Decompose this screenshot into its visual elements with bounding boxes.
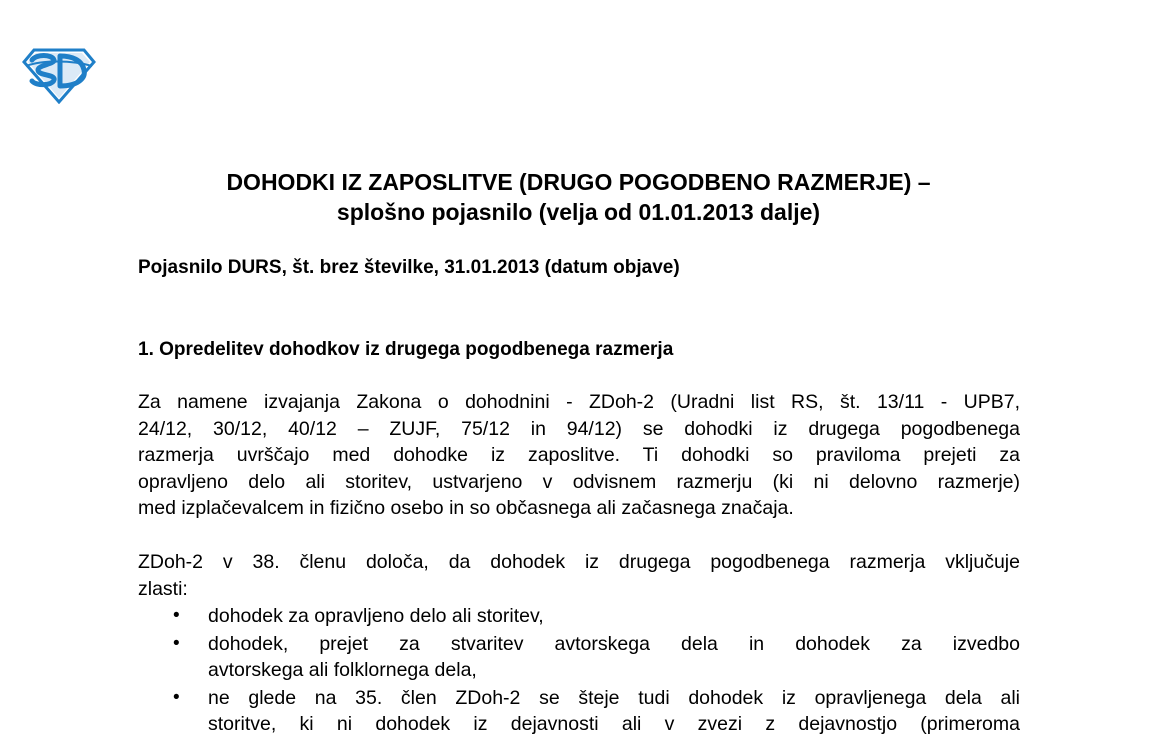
paragraph-2	[138, 549, 1020, 602]
list-item-line: storitve, ki ni dohodek iz dejavnosti ali v zvezi z dejavnostjo (primeroma	[208, 713, 1020, 735]
sd-logo	[22, 48, 96, 104]
document-title-line-1: DOHODKI IZ ZAPOSLITVE (DRUGO POGODBENO RAZMERJE) –	[226, 169, 931, 195]
paragraph-1-line: opravljeno delo ali storitev, ustvarjeno v odvisnem razmerju (ki ni delovno razmerje)	[138, 470, 1020, 493]
bullet-icon: •	[173, 686, 180, 708]
section-heading: 1. Opredelitev dohodkov iz drugega pogodbenega razmerja	[138, 339, 674, 360]
paragraph-1	[138, 389, 1020, 522]
paragraph-1-line: 24/12, 30/12, 40/12 – ZUJF, 75/12 in 94/12) se dohodki iz drugega pogodbenega	[138, 417, 1020, 440]
paragraph-2-line: zlasti:	[138, 577, 188, 600]
list-item-line: dohodek za opravljeno delo ali storitev,	[208, 605, 544, 627]
list-item	[138, 685, 1020, 738]
paragraph-1-line: Za namene izvajanja Zakona o dohodnini - ZDoh-2 (Uradni list RS, št. 13/11 - UPB7,	[138, 391, 1020, 413]
document-title-line-2: splošno pojasnilo (velja od 01.01.2013 dalje)	[336, 199, 821, 225]
paragraph-1-line: razmerja uvrščajo med dohodke iz zaposlitve. Ti dohodki so praviloma prejeti za	[138, 444, 1020, 466]
list-item-line: ne glede na 35. člen ZDoh-2 se šteje tudi dohodek iz opravljenega dela ali	[208, 686, 1020, 709]
list-item-line: avtorskega ali folklornega dela,	[208, 659, 477, 681]
paragraph-1-line: med izplačevalcem in fizično osebo in so občasnega ali začasnega značaja.	[138, 497, 794, 519]
list-item	[138, 631, 1020, 684]
paragraph-2-line: ZDoh-2 v 38. členu določa, da dohodek iz drugega pogodbenega razmerja vključuje	[138, 551, 1020, 573]
document-subtitle: Pojasnilo DURS, št. brez številke, 31.01.2013 (datum objave)	[138, 257, 680, 278]
list-item	[138, 603, 1020, 630]
bullet-icon: •	[173, 605, 180, 626]
income-types-list	[138, 603, 1020, 739]
list-item-line: dohodek, prejet za stvaritev avtorskega dela in dohodek za izvedbo	[208, 632, 1020, 655]
bullet-icon: •	[173, 632, 180, 654]
